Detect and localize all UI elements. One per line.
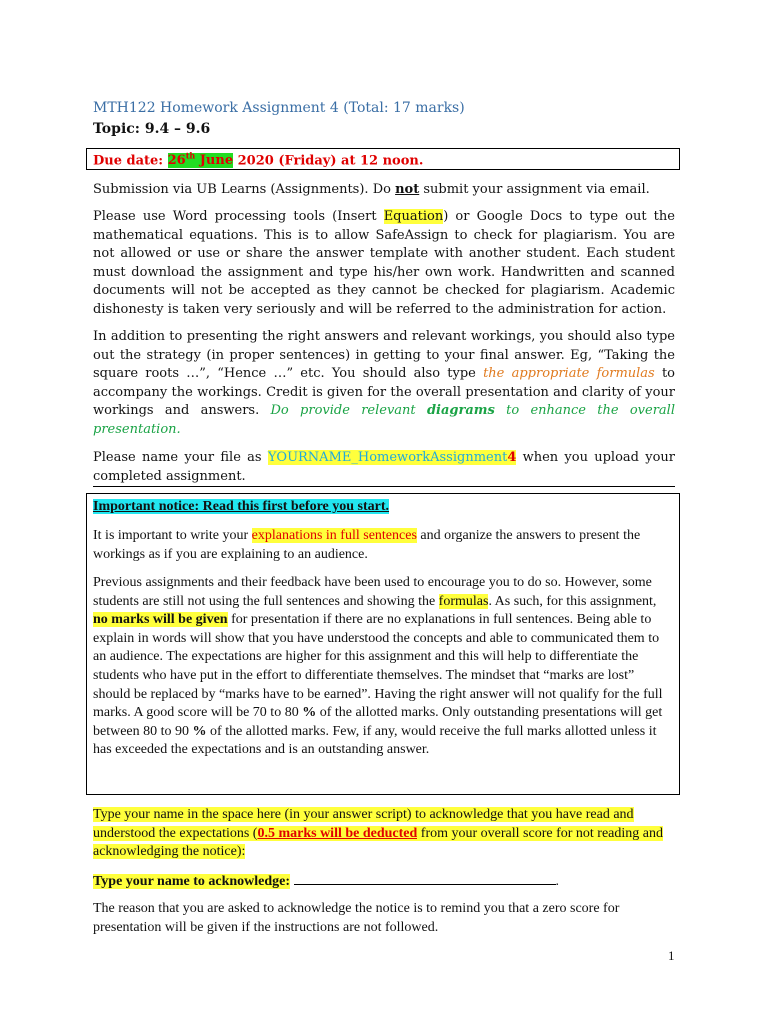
due-date-box xyxy=(86,148,680,170)
submission-paragraph xyxy=(93,181,675,200)
filename-number: 4 xyxy=(507,450,517,465)
notice-p2-text-e: of the allotted marks. Few, if any, would receive the full marks allotted unless it has exceeded the expectations and is an outstanding answer. xyxy=(93,723,657,758)
notice-paragraph-1 xyxy=(93,527,673,564)
strategy-text-a: In addition to presenting the right answers and relevant workings, you should also type out the strategy (in proper sentences) in getting to your final answer. Eg, “Taking the square roots …”, “Hence …” etc. You should also type xyxy=(93,329,675,382)
submission-text-b: submit your assignment via email. xyxy=(419,182,650,197)
notice-p2-text-d: of the allotted marks. Only outstanding presentations will get between 80 to 90 xyxy=(93,705,663,739)
percent-sign-1: % xyxy=(302,705,317,721)
notice-p2-text-b: . As such, for this assignment, xyxy=(488,593,657,609)
filename-paragraph xyxy=(93,449,675,486)
acknowledge-text-a: Type your name in the space here (in your answer script) to acknowledge that you have read and understood the expectations ( xyxy=(93,807,634,841)
notice-title xyxy=(93,499,389,515)
due-day-number: 26 xyxy=(167,153,186,169)
submission-not: not xyxy=(395,182,420,197)
section-divider xyxy=(93,486,675,487)
deduction-warning: 0.5 marks will be deducted xyxy=(257,825,418,841)
tools-paragraph xyxy=(93,208,675,320)
strategy-text-b: to accompany the workings. Credit is given for the overall presentation and clarity of your workings and answers. xyxy=(93,366,675,419)
due-day-suffix: th xyxy=(185,151,196,161)
acknowledge-text-b: from your overall score for not reading and acknowledging the notice): xyxy=(93,825,663,860)
no-marks-highlight: no marks will be given xyxy=(93,612,228,628)
tools-text-b: ) or Google Docs to type out the mathematical equations. This is to allow SafeAssign to check for plagiarism. You are not allowed or use or share the answer template with another student. Each student must download the assignment and type his/her own work. Handwritten and scanned documents will not be accepted as they cannot be checked for plagiarism. Academic dishonesty is taken very seriously and will be referred to the administration for action. xyxy=(93,209,675,317)
topic-line: Topic: 9.4 – 9.6 xyxy=(93,121,211,137)
acknowledge-paragraph xyxy=(93,806,683,862)
due-date-prefix: Due date: xyxy=(93,153,168,169)
notice-p2-text-c: for presentation if there are no explanations in full sentences. Being able to explain in words will show that you have understood the concepts and able to communicated them to an audience. The expectations are higher for this assignment and this will help to differentiate the students who have put in the effort to differentiate themselves. The mindset that “marks are lost” should be replaced by “marks have to be earned”. Having the right answer will not qualify for the full marks. A good score will be 70 to 80 xyxy=(93,612,663,721)
formulas-emphasis: the appropriate formulas xyxy=(483,366,655,382)
reason-paragraph: The reason that you are asked to acknowledge the notice is to remind you that a zero score for presentation will be given if the instructions are not followed. xyxy=(93,901,620,935)
acknowledge-period: . xyxy=(555,874,560,889)
notice-p2-text-a: Previous assignments and their feedback have been used to encourage you to do so. However, some students are still not using the full sentences and showing the xyxy=(93,575,652,609)
assignment-title: MTH122 Homework Assignment 4 (Total: 17 marks) xyxy=(93,100,465,116)
full-sentences-highlight: explanations in full sentences xyxy=(251,528,417,543)
diagrams-text-b: to enhance the overall presentation. xyxy=(93,403,675,437)
due-date-day xyxy=(168,153,233,168)
filename-text-a: Please name your file as xyxy=(93,450,268,465)
percent-sign-2: % xyxy=(192,723,207,739)
due-month: June xyxy=(195,153,234,169)
diagrams-text-a: Do provide relevant xyxy=(270,403,427,419)
notice-title-text: Important notice: Read this first before you start. xyxy=(93,499,390,514)
formulas-highlight: formulas xyxy=(438,593,489,609)
acknowledge-name-line xyxy=(93,872,683,892)
diagrams-emphasis: diagrams xyxy=(426,403,495,419)
equation-highlight: Equation xyxy=(383,209,444,224)
filename-text-b: when you upload your completed assignment. xyxy=(93,450,675,484)
name-blank-field[interactable] xyxy=(294,872,556,885)
notice-paragraph-2 xyxy=(93,574,673,760)
due-date-rest: 2020 (Friday) at 12 noon. xyxy=(233,153,424,169)
strategy-paragraph xyxy=(93,328,675,440)
notice-p1-text-a: It is important to write your xyxy=(93,528,252,543)
tools-text-a: Please use Word processing tools (Insert xyxy=(93,209,384,224)
filename-highlight: YOURNAME_HomeworkAssignment xyxy=(267,450,508,465)
notice-p1-text-b: and organize the answers to present the workings as if you are explaining to an audience. xyxy=(93,528,641,562)
submission-text-a: Submission via UB Learns (Assignments). Do xyxy=(93,182,396,197)
page-number: 1 xyxy=(668,948,675,963)
acknowledge-label: Type your name to acknowledge: xyxy=(93,874,291,889)
